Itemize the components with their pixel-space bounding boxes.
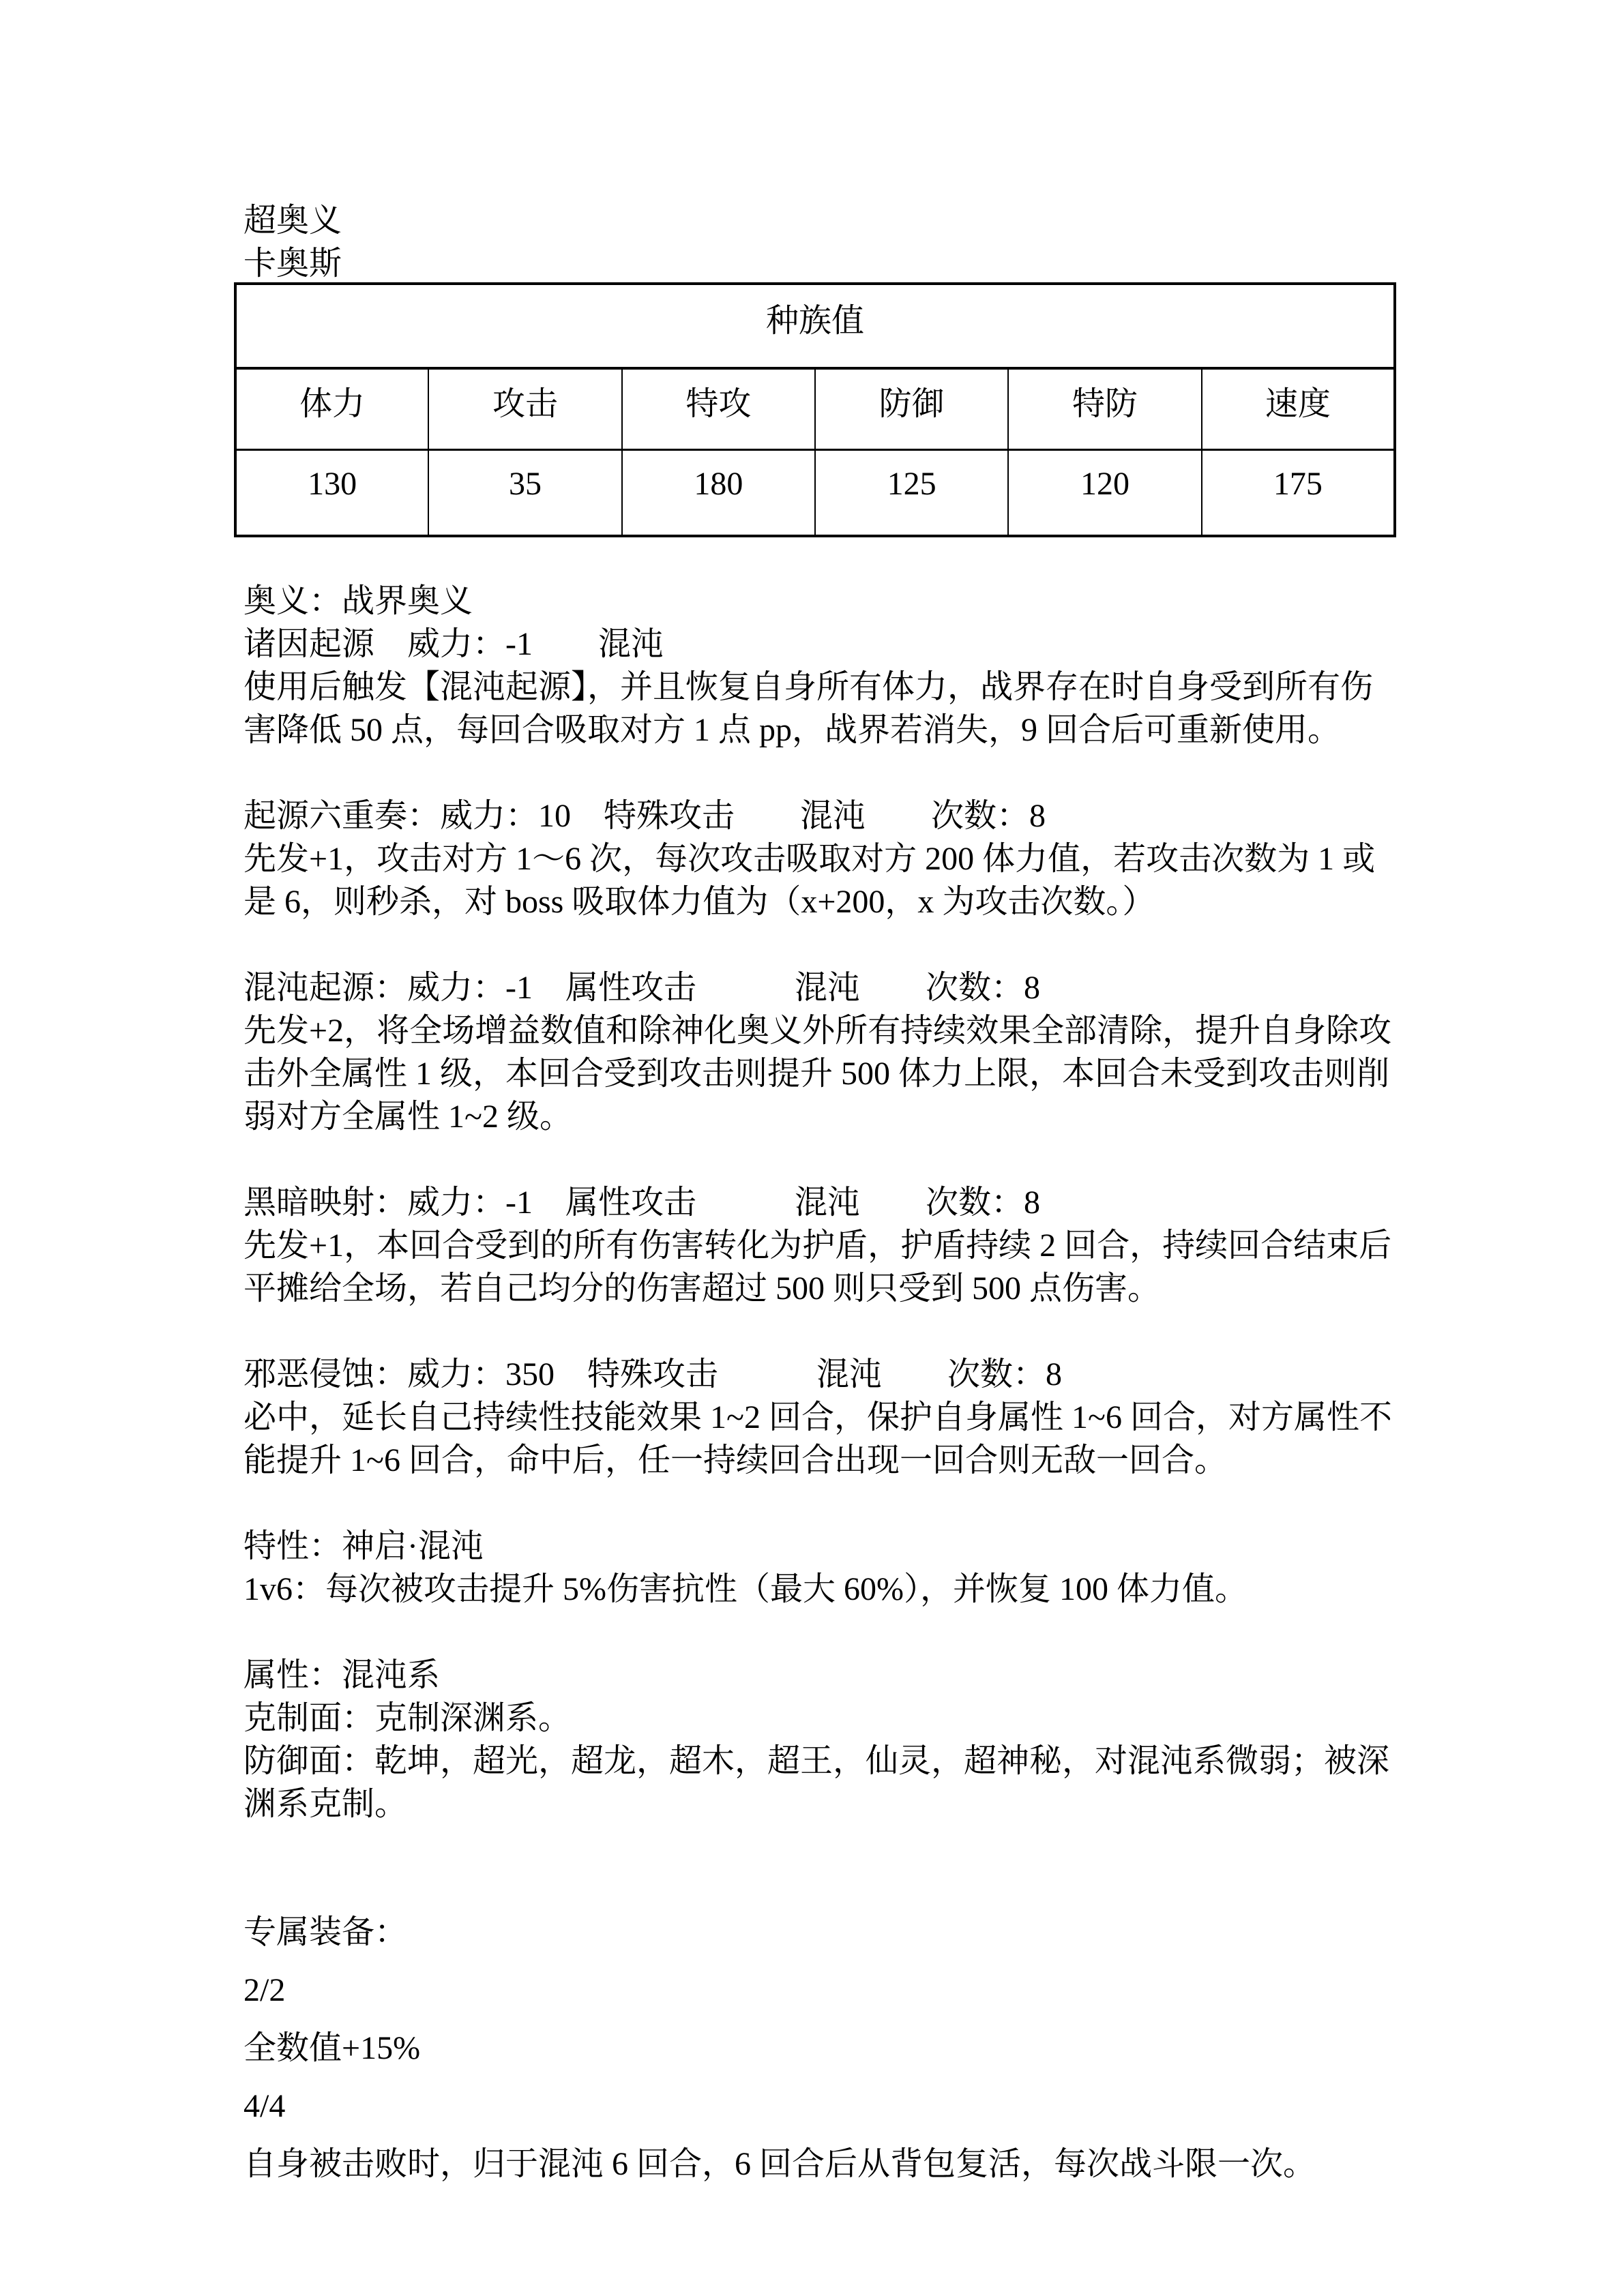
subtitle-line: 卡奥斯: [243, 245, 342, 282]
stat-col-sp-attack: 特攻: [622, 368, 815, 450]
stat-value-defense: 125: [815, 450, 1008, 537]
section-evil-erosion: [243, 1353, 1624, 1482]
text-line: 特性：神启·混沌: [243, 1528, 484, 1564]
stat-col-attack: 攻击: [428, 368, 621, 450]
text-line: 弱对方全属性 1~2 级。: [243, 1099, 572, 1135]
stats-caption-row: [235, 284, 1395, 368]
text-line: 渊系克制。: [243, 1786, 408, 1822]
text-line: 先发+2，将全场增益数值和除神化奥义外所有持续效果全部清除，提升自身除攻: [243, 1013, 1392, 1049]
stat-col-sp-defense: 特防: [1008, 368, 1201, 450]
text-line: 2/2: [243, 1972, 286, 2008]
text-line: 防御面：乾坤，超光，超龙，超木，超王，仙灵，超神秘，对混沌系微弱；被深: [243, 1743, 1390, 1779]
text-line: 邪恶侵蚀：威力：350 特殊攻击 混沌 次数：8: [243, 1356, 1063, 1392]
stat-value-sp-attack: 180: [622, 450, 815, 537]
text-line: 混沌起源：威力：-1 属性攻击 混沌 次数：8: [243, 970, 1040, 1006]
section-chaos-origin: [243, 966, 1624, 1138]
text-line: 害降低 50 点，每回合吸取对方 1 点 pp，战界若消失，9 回合后可重新使用。: [243, 712, 1341, 748]
stats-header-row: [235, 368, 1395, 450]
stat-col-defense: 防御: [815, 368, 1008, 450]
text-line: 击外全属性 1 级，本回合受到攻击则提升 500 体力上限，本回合未受到攻击则削: [243, 1056, 1390, 1092]
text-line: 4/4: [243, 2088, 286, 2124]
stat-value-attack: 35: [428, 450, 621, 537]
stat-value-hp: 130: [235, 450, 428, 537]
title-line: 超奥义: [243, 203, 342, 239]
text-line: 起源六重奏：威力：10 特殊攻击 混沌 次数：8: [243, 798, 1046, 834]
text-line: 专属装备：: [243, 1914, 408, 1950]
stats-values-row: [235, 450, 1395, 537]
text-line: 必中，延长自己持续性技能效果 1~2 回合，保护自身属性 1~6 回合，对方属性不: [243, 1399, 1392, 1435]
stat-value-speed: 175: [1202, 450, 1395, 537]
page-header: [243, 0, 1624, 285]
text-line: 全数值+15%: [243, 2030, 421, 2066]
text-line: 诸因起源 威力：-1 混沌: [243, 626, 664, 662]
text-line: 能提升 1~6 回合，命中后，任一持续回合出现一回合则无敌一回合。: [243, 1442, 1227, 1478]
stat-value-sp-defense: 120: [1008, 450, 1201, 537]
stats-caption-cell: 种族值: [235, 284, 1395, 368]
text-line: 1v6：每次被攻击提升 5%伤害抗性（最大 60%），并恢复 100 体力值。: [243, 1571, 1247, 1607]
text-line: 克制面：克制深渊系。: [243, 1700, 572, 1736]
section-ultimate: [243, 580, 1624, 751]
text-line: 属性：混沌系: [243, 1657, 441, 1693]
section-origin-sextet: [243, 794, 1624, 923]
document-body: [243, 580, 1624, 2186]
text-line: 先发+1，本回合受到的所有伤害转化为护盾，护盾持续 2 回合，持续回合结束后: [243, 1227, 1392, 1264]
section-equipment: [243, 1911, 1624, 2186]
stats-table: [234, 282, 1396, 537]
text-line: 是 6，则秒杀，对 boss 吸取体力值为（x+200，x 为攻击次数。）: [243, 884, 1155, 920]
section-dark-reflection: [243, 1181, 1624, 1310]
text-line: 黑暗映射：威力：-1 属性攻击 混沌 次数：8: [243, 1184, 1040, 1221]
text-line: 自身被击败时，归于混沌 6 回合，6 回合后从背包复活，每次战斗限一次。: [243, 2146, 1316, 2182]
text-line: 奥义：战界奥义: [243, 583, 473, 619]
section-attribute: [243, 1654, 1624, 1825]
section-trait: [243, 1525, 1624, 1611]
stat-col-hp: 体力: [235, 368, 428, 450]
text-line: 使用后触发【混沌起源】，并且恢复自身所有体力，战界存在时自身受到所有伤: [243, 669, 1374, 705]
text-line: 先发+1，攻击对方 1～6 次，每次攻击吸取对方 200 体力值，若攻击次数为 1 或: [243, 841, 1376, 877]
text-line: 平摊给全场，若自己均分的伤害超过 500 则只受到 500 点伤害。: [243, 1270, 1161, 1307]
stat-col-speed: 速度: [1202, 368, 1395, 450]
